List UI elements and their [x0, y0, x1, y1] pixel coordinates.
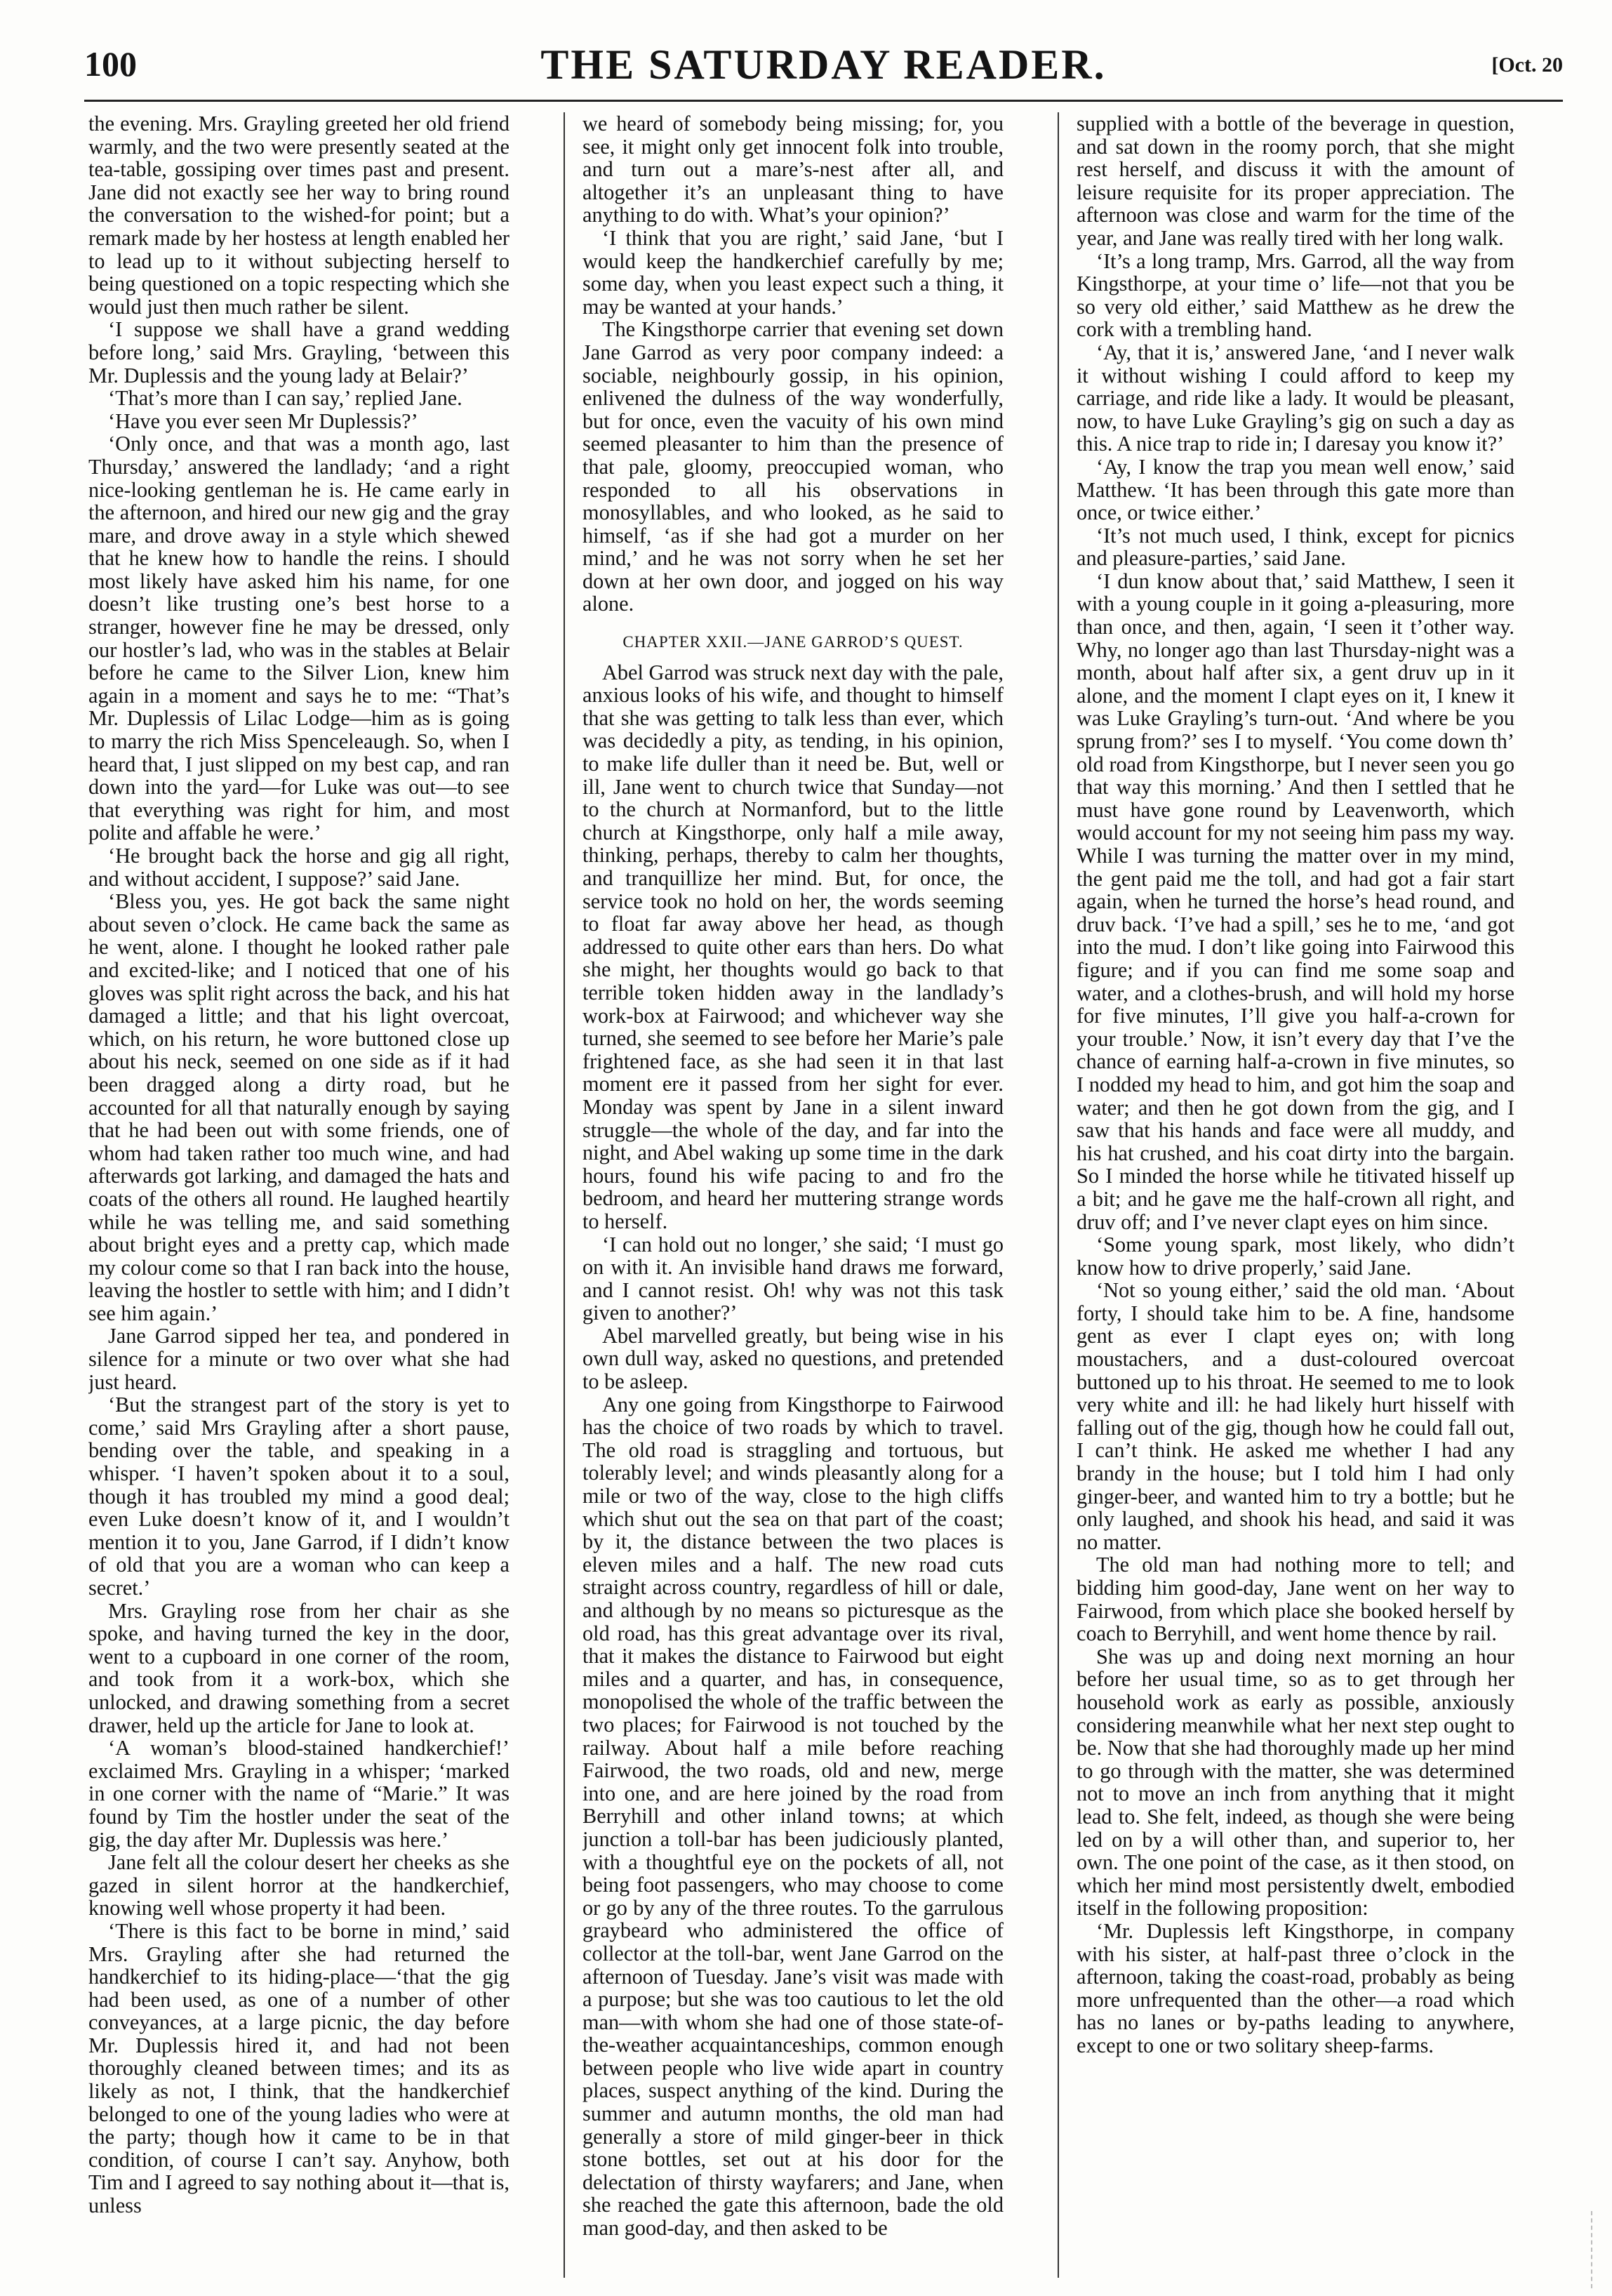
paragraph: ‘Only once, and that was a month ago, last Thursday,’ answered the landlady; ‘and a right nice-looking gentleman he is. He came early in the afternoon, and hired our new gig and the gray mare, and drove away in a style which shewed that he knew how to handle the reins. I should most likely have asked him his name, for one doesn’t like trusting one’s best horse to a stranger, however fine he may be dressed, only our hostler’s lad, who was in the stables at Belair before he came to the Silver Lion, knew him again in a moment and says he to me: “That’s Mr. Duplessis of Lilac Lodge—him as is going to marry the rich Miss Spenceleaugh. So, when I heard that, I just slipped on my best cap, and ran down into the yard—for Luke was out—to see that everything was right for him, and most polite and affable he were.’ [88, 432, 509, 845]
paragraph: Jane Garrod sipped her tea, and pondered in silence for a minute or two over what she had just heard. [88, 1324, 509, 1394]
paragraph: The Kingsthorpe carrier that evening set down Jane Garrod as very poor company indeed: a sociable, neighbourly gossip, in his opinion, enlivened the dulness of the way wonderfully, but for once, even the vacuity of his own mind seemed pleasanter to him than the presence of that pale, gloomy, preoccupied woman, who responded to all his observations in monosyllables, and who looked, as he said to himself, ‘as if she had got a murder on her mind,’ and he was not sorry when he set her down at her own door, and jogged on his way alone. [582, 317, 1004, 616]
paragraph: the evening. Mrs. Grayling greeted her old friend warmly, and the two were presently seated at the tea-table, gossiping over times past and present. Jane did not exactly see her way to bring round the conversation to the wished-for point; but a remark made by her hostess at length enabled her to lead up to it without subjecting herself to being questioned on a topic respecting which she would just then much rather be silent. [88, 112, 509, 319]
paragraph: ‘A woman’s blood-stained handkerchief!’ exclaimed Mrs. Grayling in a whisper; ‘marked in one corner with the name of “Marie.” It was found by Tim the hostler under the seat of the gig, the day after Mr. Duplessis was here.’ [88, 1736, 509, 1852]
paragraph: ‘It’s a long tramp, Mrs. Garrod, all the way from Kingsthorpe, at your time o’ life—not that you be so very old either,’ said Matthew as he drew the cork with a trembling hand. [1077, 248, 1514, 342]
page-number: 100 [84, 44, 137, 84]
paragraph: ‘Not so young either,’ said the old man. ‘About forty, I should take him to be. A fine, handsome gent as ever I clapt eyes on; with long moustachers, and a dust-coloured overcoat buttoned up to his throat. He seemed to me to look very white and ill: he had likely hurt hisself with falling out of the gig, though how he could fall out, I can’t think. He asked me whether I had any brandy in the house; but I told him I had only ginger-beer, and wanted him to try a bottle; but he only laughed, and shook his head, and said it was no matter. [1077, 1278, 1514, 1554]
paragraph: ‘Mr. Duplessis left Kingsthorpe, in company with his sister, at half-past three o’clock in the afternoon, taking the coast-road, probably as being more unfrequented than the other—a road which has no lanes or by-paths leading to anywhere, except to one or two solitary sheep-farms. [1077, 1918, 1514, 2057]
page-edge-mark [1591, 2211, 1592, 2288]
paragraph: ‘That’s more than I can say,’ replied Jane. [108, 386, 462, 411]
paragraph: Abel Garrod was struck next day with the pale, anxious looks of his wife, and thought to himself that she was getting to talk less than ever, which was decidedly a pity, as tending, in his opinion, to make life duller than it need be. But, well or ill, Jane went to church twice that Sunday—not to the church at Normanford, but to the little church at Kingsthorpe, only half a mile away, thinking, perhaps, thereby to calm her thoughts, and tranquillize her mind. But, for once, the service took no hold on her, the words seeming to float far away above her head, as though addressed to quite other ears than hers. Do what she might, her thoughts would go back to that terrible token hidden away in the landlady’s work-box at Fairwood; and whichever way she turned, she seemed to see before her Marie’s pale frightened face, as she had seen it in that last moment ere it passed from her sight for ever. Monday was spent by Jane in a silent inward struggle—the whole of the day, and far into the night, and Abel waking up some time in the dark hours, found his wife pacing to and fro the bedroom, and heard her muttering strange words to herself. [582, 660, 1004, 1233]
paragraph: ‘Bless you, yes. He got back the same night about seven o’clock. He came back the same as he went, alone. I thought he looked rather pale and excited-like; and I noticed that one of his gloves was split right across the back, and his hat damaged a little; and that his light overcoat, which, on his return, he wore buttoned close up about his neck, seemed on one side as if it had been dragged along a dirty road, but he accounted for all that naturally enough by saying that he had been out with some friends, one of whom had taken rather too much wine, and had afterwards got larking, and damaged the hats and coats of the others all round. He laughed heartily while he was telling me, and said something about bright eyes and a pretty cap, which made my colour come so that I ran back into the house, leaving the hostler to settle with him; and I didn’t see him again.’ [88, 889, 509, 1325]
column-divider [1058, 112, 1059, 2278]
text-column-2 [582, 112, 1004, 2281]
paragraph: ‘There is this fact to be borne in mind,’ said Mrs. Grayling after she had returned the handkerchief to its hiding-place—‘that the gig had been used, as one of a number of other conveyances, at a large picnic, the day before Mr. Duplessis hired it, and had not been thoroughly cleaned between times; and its as likely as not, I think, that the handkerchief belonged to one of the young ladies who were at the party; though how it came to be in that condition, of course I can’t say. Anyhow, both Tim and I agreed to say nothing about it—that is, unless [88, 1918, 509, 2218]
issue-date: [Oct. 20 [1491, 53, 1563, 77]
paragraph: ‘Have you ever seen Mr Duplessis?’ [108, 409, 418, 433]
page-header [84, 41, 1563, 90]
paragraph: supplied with a bottle of the beverage in question, and sat down in the roomy porch, that she might rest herself, and discuss it with the amount of leisure requisite for its proper appreciation. The afternoon was close and warm for the time of the year, and Jane was really tired with her long walk. [1077, 112, 1514, 250]
paragraph: ‘But the strangest part of the story is yet to come,’ said Mrs Grayling after a short pause, bending over the table, and speaking in a whisper. ‘I haven’t spoken about it to a soul, though it has troubled my mind a good deal; even Luke doesn’t know of it, and I wouldn’t mention it to you, Jane Garrod, if I didn’t know of old that you are a woman who can keep a secret.’ [88, 1393, 509, 1600]
chapter-heading: CHAPTER XXII.—JANE GARROD’S QUEST. [622, 633, 964, 651]
paragraph: ‘Ay, that it is,’ answered Jane, ‘and I never walk it without wishing I could afford to keep my carriage, and ride like a lady. It would be pleasant, now, to have Luke Grayling’s gig on such a day as this. A nice trap to ride in; I daresay you know it?’ [1077, 340, 1514, 456]
paragraph: ‘I think that you are right,’ said Jane, ‘but I would keep the handkerchief carefully by me; some day, when you least expect such a thing, it may be wanted at your hands.’ [582, 225, 1004, 319]
paragraph: we heard of somebody being missing; for, you see, it might only get innocent folk into trouble, and turn out a mare’s-nest after all, and altogether it’s an unpleasant thing to have anything to do with. What’s your opinion?’ [582, 112, 1004, 227]
paragraph: ‘I dun know about that,’ said Matthew, I seen it with a young couple in it going a-pleasuring, more than once, and then, again, ‘I seen it t’other way. Why, no longer ago than last Thursday-night was a month, about half after six, a gent druv up in it alone, and the moment I clapt eyes on it, I knew it was Luke Grayling’s turn-out. ‘And where be you sprung from?’ ses I to myself. ‘You come down th’ old road from Kingsthorpe, but I never seen you go that way this morning.’ And then I settled that he must have gone round by Leavenworth, which would account for my not seeing him pass my way. While I was turning the matter over in my mind, the gent paid me the toll, and had got a fair start again, when he turned the horse’s head round, and druv back. ‘I’ve had a spill,’ ses he to me, ‘and got into the mud. I don’t like going into Fairwood this figure; and if you can find me some soap and water, and a clothes-brush, and will hold my horse for five minutes, I’ll give you half-a-crown for your trouble.’ Now, it isn’t every day that I’ve the chance of earning half-a-crown in five minutes, so I nodded my head to him, and got him the soap and water; and then he got down from the gig, and I saw that his hands and face were all muddy, and his hat crushed, and his coat dirty into the bargain. So I minded the horse while he titivated hisself up a bit; and he gave me the half-crown all right, and druv off; and I’ve never clapt eyes on him since. [1077, 569, 1514, 1234]
paragraph: Abel marvelled greatly, but being wise in his own dull way, asked no questions, and pretended to be asleep. [582, 1323, 1004, 1394]
masthead-title: THE SATURDAY READER. [540, 41, 1107, 88]
paragraph: Jane felt all the colour desert her cheeks as she gazed in silent horror at the handkerchief, knowing well whose property it had been. [88, 1850, 509, 1920]
paragraph: ‘I can hold out no longer,’ she said; ‘I must go on with it. An invisible hand draws me forward, and I cannot resist. Oh! why was not this task given to another?’ [582, 1232, 1004, 1325]
paragraph: Any one going from Kingsthorpe to Fairwood has the choice of two roads by which to travel. The old road is straggling and tortuous, but tolerably level; and winds pleasantly along for a mile or two of the way, close to the high cliffs which shut out the sea on that part of the coast; by it, the distance between the two places is eleven miles and a half. The new road cuts straight across country, regardless of hill or dale, and although by no means so picturesque as the old road, has this great advantage over its rival, that it makes the distance to Fairwood but eight miles and a quarter, and has, in consequence, monopolised the whole of the traffic between the two places; for Fairwood is not touched by the railway. About half a mile before reaching Fairwood, the two roads, old and new, merge into one, and are here joined by the road from Berryhill and other inland towns; at which junction a toll-bar has been judiciously planted, with a thoughtful eye on the pockets of all, not being foot passengers, who may choose to come or go by any of the three routes. To the garrulous graybeard who administered the office of collector at the toll-bar, went Jane Garrod on the afternoon of Tuesday. Jane’s visit was made with a purpose; but she was too cautious to let the old man—with whom she had one of those state-of-the-weather acquaintanceships, common enough between people who live wide apart in country places, suspect anything of the kind. During the summer and autumn months, the old man had generally a store of mild ginger-beer in thick stone bottles, set out at his door for the delectation of thirsty wayfarers; and Jane, when she reached the gate this afternoon, bade the old man good-day, and then asked to be [582, 1392, 1004, 2241]
paragraph: ‘He brought back the horse and gig all right, and without accident, I suppose?’ said Jane. [88, 844, 509, 891]
paragraph: The old man had nothing more to tell; and bidding him good-day, Jane went on her way to Fairwood, from which place she booked herself by coach to Berryhill, and went home thence by rail. [1077, 1553, 1514, 1646]
paragraph: ‘Ay, I know the trap you mean well enow,’ said Matthew. ‘It has been through this gate more than once, or twice either.’ [1077, 454, 1514, 525]
paragraph: ‘I suppose we shall have a grand wedding before long,’ said Mrs. Grayling, ‘between this Mr. Duplessis and the young lady at Belair?’ [88, 317, 509, 387]
text-column-1 [88, 112, 509, 2281]
header-rule [84, 100, 1563, 102]
paragraph: ‘It’s not much used, I think, except for picnics and pleasure-parties,’ said Jane. [1077, 523, 1514, 571]
paragraph: ‘Some young spark, most likely, who didn’t know how to drive properly,’ said Jane. [1077, 1233, 1514, 1280]
paragraph: Mrs. Grayling rose from her chair as she spoke, and having turned the key in the door, went to a cupboard in one corner of the room, and took from it a work-box, which she unlocked, and drawing something from a secret drawer, held up the article for Jane to look at. [88, 1598, 509, 1737]
paragraph: She was up and doing next morning an hour before her usual time, so as to get through her household work as early as possible, anxiously considering meanwhile what her next step ought to be. Now that she had thoroughly made up her mind to go through with the matter, she was determined not to move an inch from anything that it might lead to. She felt, indeed, as though she were being led on by a will other than, and superior to, her own. The one point of the case, as it then stood, on which her mind most persistently dwelt, embodied itself in the following proposition: [1077, 1644, 1514, 1920]
text-column-3 [1077, 112, 1514, 2281]
column-divider [564, 112, 565, 2278]
